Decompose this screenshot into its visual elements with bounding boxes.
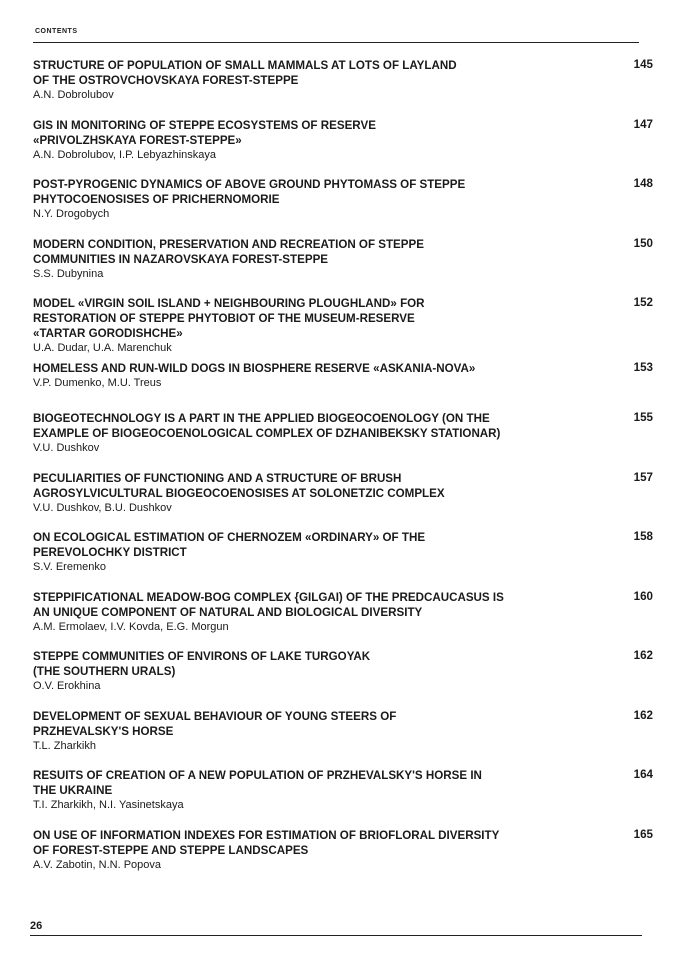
contents-entry: [33, 469, 653, 529]
entry-page-number: 157: [633, 470, 653, 484]
contents-list: [33, 56, 653, 885]
footer-divider: [30, 935, 642, 936]
entry-page-number: 162: [633, 649, 653, 662]
contents-entry: [33, 647, 653, 707]
entry-title: ON USE OF INFORMATION INDEXES FOR ESTIMATION OF BRIOFLORAL DIVERSITY OF FOREST-STEPPE AND STEPPE LANDSCAPES: [33, 828, 500, 857]
entry-title: MODERN CONDITION, PRESERVATION AND RECREATION OF STEPPE COMMUNITIES IN NAZAROVSKAYA FOREST-STEPPE: [33, 237, 424, 266]
entry-title: STEPPIFICATIONAL MEADOW-BOG COMPLEX {GILGAI) OF THE PREDCAUCASUS IS AN UNIQUE COMPONENT OF NATURAL AND BIOLOGICAL DIVERSITY: [33, 590, 504, 619]
entry-authors: S.S. Dubynina: [33, 267, 104, 280]
entry-authors: A.N. Dobrolubov, I.P. Lebyazhinskaya: [33, 148, 217, 161]
folio-page-number: 26: [30, 920, 43, 932]
entry-authors: S.V. Eremenko: [33, 561, 106, 573]
entry-title: GIS IN MONITORING OF STEPPE ECOSYSTEMS OF RESERVE «PRIVOLZHSKAYA FOREST-STEPPE»: [33, 118, 376, 147]
contents-entry: [33, 235, 653, 295]
contents-entry: [33, 707, 653, 767]
header-divider: [33, 42, 639, 43]
contents-entry: [33, 294, 653, 359]
entry-title: ON ECOLOGICAL ESTIMATION OF CHERNOZEM «ORDINARY» OF THE PEREVOLOCHKY DISTRICT: [33, 531, 426, 559]
entry-authors: N.Y. Drogobych: [33, 208, 110, 220]
entry-page-number: 158: [633, 530, 653, 543]
entry-title: DEVELOPMENT OF SEXUAL BEHAVIOUR OF YOUNG STEERS OF PRZHEVALSKY'S HORSE: [33, 709, 397, 738]
entry-authors: A.M. Ermolaev, I.V. Kovda, E.G. Morgun: [33, 620, 229, 633]
entry-page-number: 153: [633, 361, 653, 374]
contents-entry: [33, 56, 653, 116]
entry-authors: T.I. Zharkikh, N.I. Yasinetskaya: [33, 799, 184, 811]
entry-page-number: 152: [633, 296, 653, 309]
entry-title: PECULIARITIES OF FUNCTIONING AND A STRUCTURE OF BRUSH AGROSYLVICULTURAL BIOGEOCOENOSISES AT SOLONETZIC COMPLEX: [33, 471, 445, 500]
entry-page-number: 148: [633, 177, 653, 190]
entry-title: POST-PYROGENIC DYNAMICS OF ABOVE GROUND PHYTOMASS OF STEPPE PHYTOCOENOSISES OF PRICHERNOMORIE: [33, 178, 466, 206]
entry-title: STEPPE COMMUNITIES OF ENVIRONS OF LAKE TURGOYAK (THE SOUTHERN URALS): [33, 650, 371, 678]
entry-authors: V.P. Dumenko, M.U. Treus: [33, 377, 162, 389]
running-header: CONTENTS: [35, 28, 78, 35]
contents-entry: [33, 116, 653, 176]
entry-authors: V.U. Dushkov, B.U. Dushkov: [33, 501, 172, 514]
contents-entry: [33, 359, 653, 409]
entry-page-number: 165: [633, 827, 653, 841]
entry-page-number: 162: [633, 708, 653, 722]
entry-authors: A.V. Zabotin, N.N. Popova: [33, 858, 161, 871]
entry-page-number: 150: [633, 236, 653, 250]
entry-title: RESUITS OF CREATION OF A NEW POPULATION OF PRZHEVALSKY'S HORSE IN THE UKRAINE: [33, 769, 482, 797]
entry-authors: V.U. Dushkov: [33, 442, 100, 454]
entry-authors: A.N. Dobrolubov: [33, 89, 114, 101]
contents-entry: [33, 826, 653, 886]
contents-entry: [33, 175, 653, 235]
entry-authors: U.A. Dudar, U.A. Marenchuk: [33, 342, 172, 354]
contents-entry: [33, 528, 653, 588]
entry-authors: O.V. Erokhina: [33, 680, 101, 692]
entry-title: STRUCTURE OF POPULATION OF SMALL MAMMALS AT LOTS OF LAYLAND OF THE OSTROVCHOVSKAYA FOREST-STEPPE: [33, 59, 457, 87]
entry-page-number: 145: [633, 58, 653, 71]
entry-page-number: 160: [633, 589, 653, 603]
entry-page-number: 155: [633, 411, 653, 424]
entry-page-number: 147: [633, 117, 653, 131]
entry-title: MODEL «VIRGIN SOIL ISLAND + NEIGHBOURING PLOUGHLAND» FOR RESTORATION OF STEPPE PHYTOBIOT OF THE MUSEUM-RESERVE «TARTAR GORODISHCHE»: [33, 297, 425, 340]
entry-authors: T.L. Zharkikh: [33, 739, 96, 752]
entry-title: HOMELESS AND RUN-WILD DOGS IN BIOSPHERE RESERVE «ASKANIA-NOVA»: [33, 362, 476, 375]
contents-entry: [33, 409, 653, 469]
contents-entry: [33, 588, 653, 648]
contents-entry: [33, 766, 653, 826]
entry-page-number: 164: [633, 768, 653, 781]
entry-title: BIOGEOTECHNOLOGY IS A PART IN THE APPLIED BIOGEOCOENOLOGY (ON THE EXAMPLE OF BIOGEOCOENOLOGICAL COMPLEX OF DZHANIBEKSKY STATIONAR): [33, 412, 501, 440]
